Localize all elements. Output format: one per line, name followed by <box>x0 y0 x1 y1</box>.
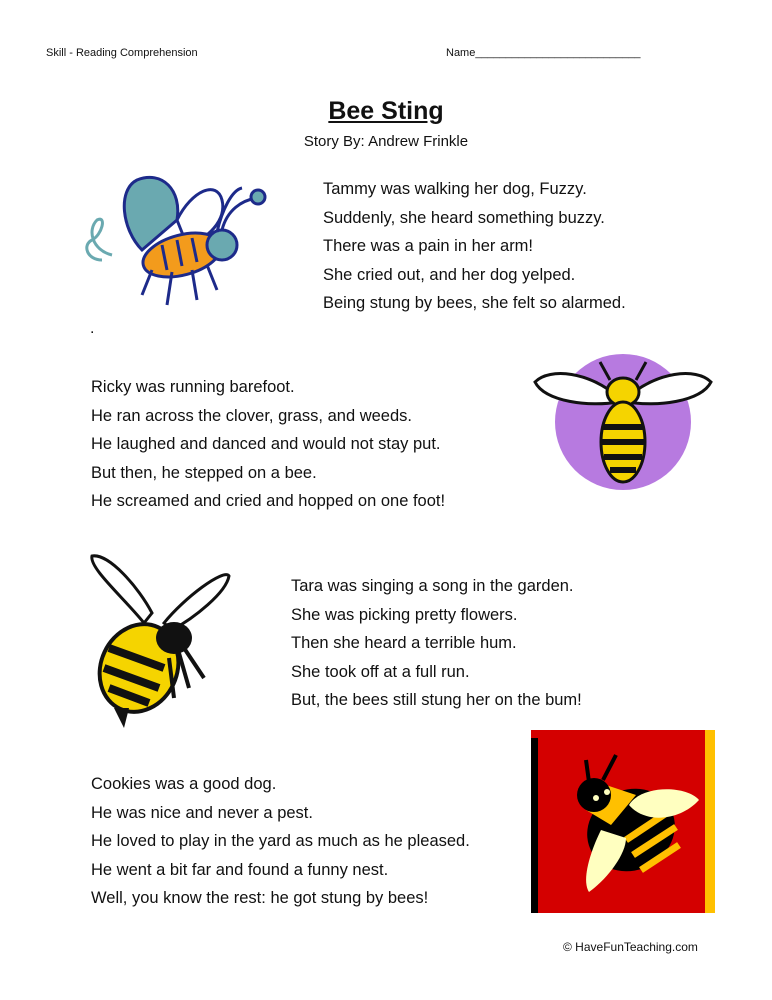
flying-bee-image <box>84 548 236 730</box>
stanza-line: He went a bit far and found a funny nest. <box>91 860 389 879</box>
stanza-line: She took off at a full run. <box>291 662 470 681</box>
stanza-line: But then, he stepped on a bee. <box>91 463 317 482</box>
stanza-line: Tammy was walking her dog, Fuzzy. <box>323 180 587 198</box>
stanza-line: Then she heard a terrible hum. <box>291 634 517 652</box>
stray-mark: . <box>90 320 95 337</box>
stanza-line: She cried out, and her dog yelped. <box>323 265 576 284</box>
stanza-2 <box>91 373 445 516</box>
stanza-line: He loved to play in the yard as much as he pleased. <box>91 832 470 850</box>
stanza-line: Ricky was running barefoot. <box>91 378 295 396</box>
name-field[interactable]: Name___________________________ <box>446 47 641 59</box>
copyright-footer: © HaveFunTeaching.com <box>563 940 698 954</box>
stanza-line: She was picking pretty flowers. <box>291 605 518 624</box>
stanza-line: But, the bees still stung her on the bum! <box>291 691 582 709</box>
stanza-1 <box>323 175 626 318</box>
stanza-line: Cookies was a good dog. <box>91 775 277 793</box>
stanza-line: He screamed and cried and hopped on one foot! <box>91 492 446 510</box>
page-title <box>0 97 772 126</box>
skill-label: Skill - Reading Comprehension <box>46 47 198 59</box>
byline: Story By: Andrew Frinkle <box>303 133 469 150</box>
purple-circle-bee-image <box>530 352 716 492</box>
stanza-4 <box>91 770 470 913</box>
stanza-line: Being stung by bees, she felt so alarmed. <box>323 294 626 312</box>
stanza-line: Tara was singing a song in the garden. <box>291 577 574 595</box>
stanza-line: Suddenly, she heard something buzzy. <box>323 208 605 227</box>
stanza-line: There was a pain in her arm! <box>323 237 534 255</box>
stanza-line: He was nice and never a pest. <box>91 803 313 822</box>
red-square-bee-image <box>531 730 715 913</box>
stanza-line: He ran across the clover, grass, and weeds. <box>91 406 412 425</box>
cartoon-bee-image <box>82 160 272 320</box>
title-text: Bee Sting <box>328 97 444 125</box>
stanza-line: He laughed and danced and would not stay put. <box>91 435 441 453</box>
stanza-line: Well, you know the rest: he got stung by bees! <box>91 889 429 907</box>
stanza-3 <box>291 572 582 715</box>
